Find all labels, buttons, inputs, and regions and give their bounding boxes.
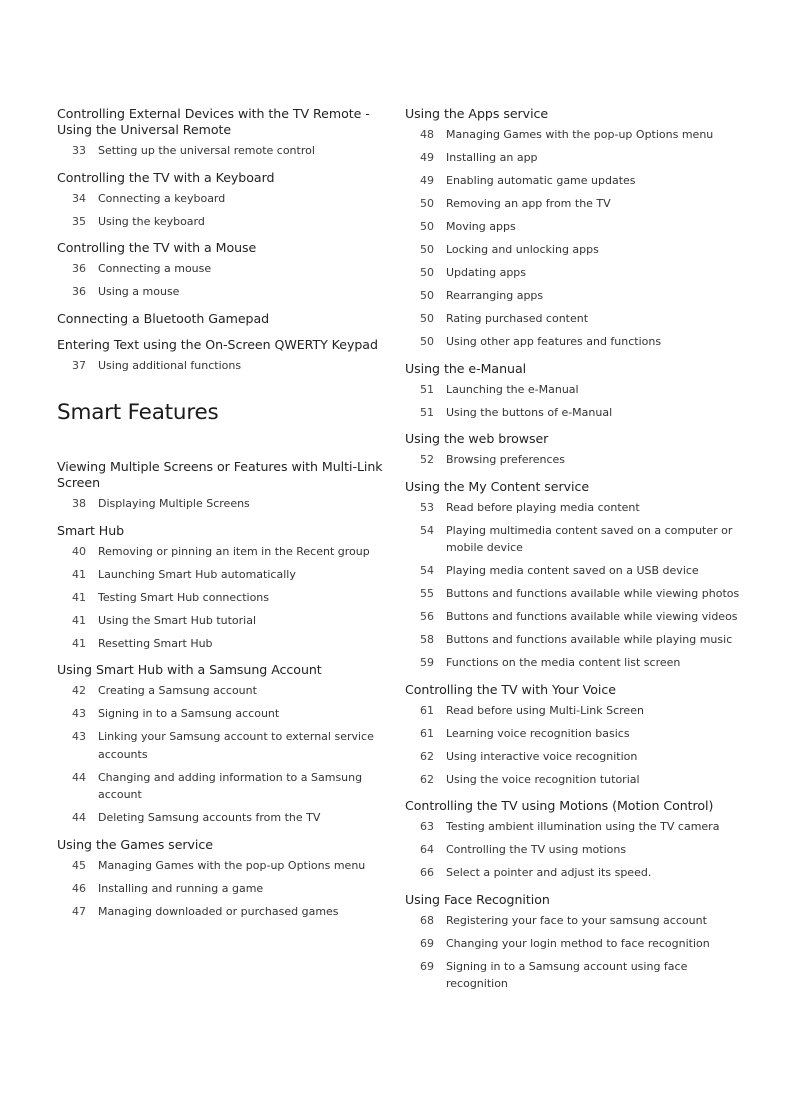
page-number: 50 (420, 197, 434, 210)
page-number: 48 (420, 128, 434, 141)
toc-entry[interactable] (405, 608, 745, 626)
entry-text: Rating purchased content (446, 312, 589, 325)
entry-text: Managing Games with the pop-up Options menu (446, 128, 714, 141)
page-number: 63 (420, 820, 434, 833)
entry-text: Changing and adding information to a Samsung account (98, 770, 363, 801)
page-number: 40 (72, 544, 86, 558)
toc-section (57, 337, 387, 375)
toc-entry[interactable] (405, 631, 745, 649)
entry-text: Using the keyboard (98, 214, 205, 228)
toc-entry[interactable] (57, 357, 387, 375)
entry-text: Browsing preferences (446, 453, 566, 466)
toc-left-top-sections (57, 106, 387, 374)
toc-entry[interactable] (57, 495, 387, 513)
toc-left-bottom-sections (57, 459, 387, 920)
entry-text: Using the voice recognition tutorial (446, 772, 640, 786)
page-number: 58 (420, 633, 434, 646)
entry-text: Using additional functions (98, 358, 242, 372)
entry-text: Launching the e-Manual (446, 382, 579, 396)
page-number: 50 (420, 243, 434, 256)
toc-entry[interactable] (57, 142, 387, 160)
toc-entry[interactable] (57, 682, 387, 700)
entry-text: Using the Smart Hub tutorial (98, 613, 257, 627)
toc-section (405, 106, 745, 351)
section-title-link[interactable]: Using the My Content service (405, 478, 590, 494)
section-title-link[interactable]: Using the web browser (405, 431, 549, 446)
entry-text: Using interactive voice recognition (446, 749, 638, 763)
entry-text: Managing downloaded or purchased games (98, 904, 339, 918)
entry-text: Using a mouse (98, 285, 180, 298)
entry-text: Removing an app from the TV (446, 197, 611, 210)
page-number: 44 (72, 770, 86, 784)
toc-entry[interactable] (405, 654, 745, 672)
page-number: 68 (420, 913, 434, 927)
toc-section (57, 240, 387, 301)
page-number: 41 (72, 613, 86, 627)
toc-entry[interactable] (57, 635, 387, 653)
toc-entry[interactable] (405, 333, 745, 351)
entry-text: Registering your face to your samsung account (446, 913, 707, 927)
section-title-link[interactable]: Controlling the TV with Your Voice (405, 681, 616, 697)
entry-text: Managing Games with the pop-up Options menu (98, 858, 366, 872)
toc-entry[interactable] (57, 566, 387, 584)
entry-text: Resetting Smart Hub (98, 636, 213, 650)
page-number: 54 (420, 523, 434, 537)
entry-text: Read before playing media content (446, 500, 640, 514)
entry-text: Displaying Multiple Screens (98, 497, 250, 510)
page-number: 54 (420, 564, 434, 577)
page-number: 66 (420, 866, 434, 879)
page-number: 35 (72, 214, 86, 228)
page-number: 41 (72, 590, 86, 604)
entry-text: Using other app features and functions (446, 335, 662, 348)
page-number: 43 (72, 730, 86, 743)
toc-section (57, 459, 387, 513)
page-number: 62 (420, 749, 434, 763)
entry-text: Rearranging apps (446, 289, 544, 302)
entry-text: Playing media content saved on a USB device (446, 564, 699, 577)
toc-entry[interactable] (57, 728, 387, 763)
toc-entry[interactable] (405, 562, 745, 580)
toc-entry[interactable] (405, 241, 745, 259)
page-number: 49 (420, 151, 434, 164)
entry-text: Controlling the TV using motions (446, 843, 627, 856)
toc-entry[interactable] (57, 260, 387, 278)
page-number: 43 (72, 707, 86, 720)
toc-right-column (405, 106, 745, 1003)
entry-text: Launching Smart Hub automatically (98, 567, 296, 581)
toc-entry[interactable] (405, 912, 745, 930)
page-number: 62 (420, 772, 434, 786)
section-title-link[interactable]: Using the e-Manual (405, 360, 527, 376)
entry-text: Setting up the universal remote control (98, 144, 315, 157)
section-title-link[interactable]: Controlling the TV using Motions (Motion Control) (405, 798, 714, 813)
toc-entry[interactable] (57, 543, 387, 561)
page-number: 61 (420, 726, 434, 740)
entry-text: Signing in to a Samsung account using face recognition (446, 959, 688, 990)
toc-entry[interactable] (57, 612, 387, 630)
page-number: 44 (72, 811, 86, 824)
entry-text: Testing ambient illumination using the TV camera (446, 820, 720, 833)
toc-entry[interactable] (405, 172, 745, 190)
page-number: 50 (420, 220, 434, 233)
page-number: 41 (72, 636, 86, 650)
entry-text: Using the buttons of e-Manual (446, 405, 613, 419)
entry-text: Buttons and functions available while viewing photos (446, 587, 740, 600)
toc-entry[interactable] (405, 725, 745, 743)
entry-text: Buttons and functions available while viewing videos (446, 610, 738, 623)
entry-text: Functions on the media content list screen (446, 656, 681, 669)
toc-section (405, 431, 745, 469)
toc-entry[interactable] (405, 499, 745, 517)
toc-entry[interactable] (405, 585, 745, 603)
page-number: 61 (420, 703, 434, 717)
entry-text: Deleting Samsung accounts from the TV (98, 811, 321, 824)
entry-text: Connecting a keyboard (98, 191, 226, 205)
toc-entry[interactable] (57, 213, 387, 231)
page-number: 50 (420, 335, 434, 348)
page-number: 50 (420, 312, 434, 325)
entry-text: Locking and unlocking apps (446, 243, 599, 256)
page-number: 46 (72, 881, 86, 895)
entry-text: Removing or pinning an item in the Recent group (98, 544, 370, 558)
entry-text: Signing in to a Samsung account (98, 707, 280, 720)
toc-entry[interactable] (405, 935, 745, 953)
toc-entry[interactable] (405, 748, 745, 766)
toc-entry[interactable] (405, 771, 745, 789)
page-number: 42 (72, 684, 86, 697)
toc-right-sections (405, 106, 745, 993)
toc-entry[interactable] (405, 149, 745, 167)
page-number: 37 (72, 358, 86, 372)
toc-entry[interactable] (405, 381, 745, 399)
toc-entry[interactable] (57, 903, 387, 921)
toc-section (57, 170, 387, 231)
section-title-link[interactable]: Controlling the TV with a Keyboard (57, 169, 275, 185)
section-title-link[interactable]: Controlling the TV with a Mouse (57, 240, 257, 255)
toc-entry[interactable] (405, 195, 745, 213)
toc-entry[interactable] (405, 841, 745, 859)
toc-entry[interactable] (57, 857, 387, 875)
toc-entry[interactable] (405, 818, 745, 836)
entry-text: Connecting a mouse (98, 262, 212, 275)
page-number: 50 (420, 289, 434, 302)
page-number: 36 (72, 285, 86, 298)
toc-section (405, 479, 745, 672)
page-number: 47 (72, 904, 86, 918)
toc-entry[interactable] (405, 264, 745, 282)
toc-entry[interactable] (57, 809, 387, 827)
page-number: 34 (72, 191, 86, 205)
page-number: 38 (72, 497, 86, 510)
entry-text: Changing your login method to face recognition (446, 936, 710, 950)
page-number: 56 (420, 610, 434, 623)
entry-text: Learning voice recognition basics (446, 726, 630, 740)
toc-entry[interactable] (405, 864, 745, 882)
toc-entry[interactable] (405, 404, 745, 422)
page-number: 41 (72, 567, 86, 581)
section-title-link[interactable]: Controlling External Devices with the TV Remote - Using the Universal Remote (57, 106, 370, 137)
page-number: 69 (420, 959, 434, 973)
entry-text: Read before using Multi-Link Screen (446, 703, 644, 717)
entry-text: Installing an app (446, 151, 538, 164)
toc-entry[interactable] (405, 310, 745, 328)
toc-entry[interactable] (405, 126, 745, 144)
page-number: 36 (72, 262, 86, 275)
toc-section (405, 892, 745, 993)
toc-entry[interactable] (405, 218, 745, 236)
section-title-link[interactable]: Using Smart Hub with a Samsung Account (57, 662, 322, 677)
page-number: 69 (420, 936, 434, 950)
entry-text: Testing Smart Hub connections (98, 590, 269, 604)
page-number: 55 (420, 587, 434, 600)
entry-text: Buttons and functions available while playing music (446, 633, 733, 646)
page-number: 33 (72, 144, 86, 157)
toc-entry[interactable] (405, 522, 745, 557)
entry-text: Linking your Samsung account to external service accounts (98, 730, 374, 761)
toc-section (57, 311, 387, 327)
section-title-link[interactable]: Entering Text using the On-Screen QWERTY Keypad (57, 336, 378, 352)
toc-left-column (57, 106, 387, 930)
toc-section (405, 682, 745, 789)
page-number: 50 (420, 266, 434, 279)
entry-text: Enabling automatic game updates (446, 174, 636, 187)
toc-entry[interactable] (57, 880, 387, 898)
toc-entry[interactable] (57, 283, 387, 301)
toc-section (57, 523, 387, 653)
toc-entry[interactable] (57, 769, 387, 804)
chapter-title: Smart Features (57, 400, 219, 425)
entry-text: Select a pointer and adjust its speed. (446, 866, 652, 879)
page-number: 59 (420, 656, 434, 669)
page-number: 64 (420, 843, 434, 856)
page-number: 52 (420, 453, 434, 466)
toc-section (405, 361, 745, 422)
page-number: 51 (420, 405, 434, 419)
section-title-link[interactable]: Viewing Multiple Screens or Features with Multi-Link Screen (57, 459, 383, 490)
page-number: 49 (420, 174, 434, 187)
toc-section (405, 798, 745, 882)
section-title-link[interactable]: Using the Games service (57, 836, 213, 852)
page-number: 51 (420, 382, 434, 396)
toc-section (57, 662, 387, 827)
section-title-link[interactable]: Using Face Recognition (405, 891, 550, 907)
entry-text: Moving apps (446, 220, 516, 233)
toc-entry[interactable] (57, 589, 387, 607)
entry-text: Creating a Samsung account (98, 684, 257, 697)
toc-entry[interactable] (57, 190, 387, 208)
section-title-link[interactable]: Connecting a Bluetooth Gamepad (57, 310, 270, 326)
section-title-link[interactable]: Smart Hub (57, 522, 125, 538)
toc-section (57, 837, 387, 921)
section-title-link[interactable]: Using the Apps service (405, 106, 549, 121)
toc-entry[interactable] (57, 705, 387, 723)
toc-entry[interactable] (405, 287, 745, 305)
entry-text: Installing and running a game (98, 881, 264, 895)
entry-text: Playing multimedia content saved on a computer or mobile device (446, 523, 733, 554)
toc-entry[interactable] (405, 451, 745, 469)
page-number: 53 (420, 500, 434, 514)
toc-entry[interactable] (405, 702, 745, 720)
toc-section (57, 106, 387, 160)
toc-entry[interactable] (405, 958, 745, 993)
page-number: 45 (72, 858, 86, 872)
entry-text: Updating apps (446, 266, 527, 279)
